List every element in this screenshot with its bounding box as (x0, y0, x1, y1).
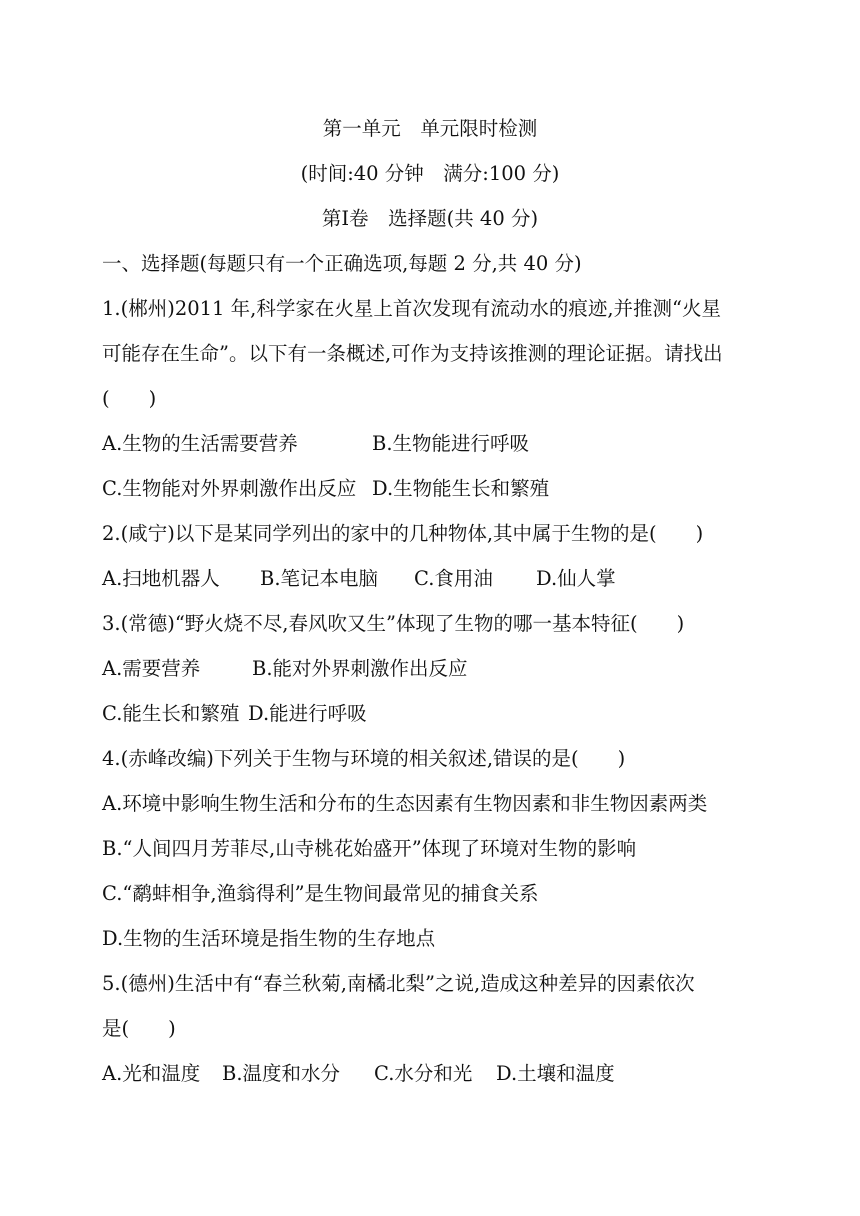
section-heading: 一、选择题(每题只有一个正确选项,每题 2 分,共 40 分) (102, 252, 582, 275)
option-d: D.生物能生长和繁殖 (372, 477, 550, 500)
part-heading: 第Ⅰ卷 选择题(共 40 分) (321, 207, 539, 230)
option-a: A.环境中影响生物生活和分布的生态因素有生物因素和非生物因素两类 (102, 792, 708, 815)
option-c: C.能生长和繁殖 (102, 702, 240, 725)
exam-meta: (时间:40 分钟 满分:100 分) (300, 162, 560, 185)
page-title: 第一单元 单元限时检测 (322, 117, 538, 140)
option-c: C.水分和光 (374, 1062, 473, 1085)
option-d: D.土壤和温度 (496, 1062, 615, 1085)
option-d: D.生物的生活环境是指生物的生存地点 (102, 927, 436, 950)
question-text-line: 5.(德州)生活中有“春兰秋菊,南橘北梨”之说,造成这种差异的因素依次 (102, 972, 695, 995)
answer-blank: ( ) (102, 387, 157, 410)
option-c: C.生物能对外界刺激作出反应 (102, 477, 357, 500)
option-b: B.笔记本电脑 (260, 567, 379, 590)
option-d: D.仙人掌 (536, 567, 616, 590)
question-text-line: 3.(常德)“野火烧不尽,春风吹又生”体现了生物的哪一基本特征( ) (102, 612, 685, 635)
question-text-line: 2.(咸宁)以下是某同学列出的家中的几种物体,其中属于生物的是( ) (102, 522, 704, 545)
option-b: B.能对外界刺激作出反应 (252, 657, 468, 680)
option-a: A.需要营养 (102, 657, 201, 680)
option-b: B.“人间四月芳菲尽,山寺桃花始盛开”体现了环境对生物的影响 (102, 837, 637, 860)
option-b: B.温度和水分 (222, 1062, 341, 1085)
option-d: D.能进行呼吸 (248, 702, 367, 725)
question-text-line: 1.(郴州)2011 年,科学家在火星上首次发现有流动水的痕迹,并推测“火星 (102, 297, 722, 320)
option-c: C.“鹬蚌相争,渔翁得利”是生物间最常见的捕食关系 (102, 882, 539, 905)
option-c: C.食用油 (414, 567, 493, 590)
option-a: A.光和温度 (102, 1062, 201, 1085)
option-b: B.生物能进行呼吸 (372, 432, 530, 455)
option-a: A.扫地机器人 (102, 567, 220, 590)
option-a: A.生物的生活需要营养 (102, 432, 298, 455)
question-text-line: 可能存在生命”。以下有一条概述,可作为支持该推测的理论证据。请找出 (102, 342, 723, 365)
question-text-line: 4.(赤峰改编)下列关于生物与环境的相关叙述,错误的是( ) (102, 747, 626, 770)
answer-blank: 是( ) (102, 1017, 176, 1040)
